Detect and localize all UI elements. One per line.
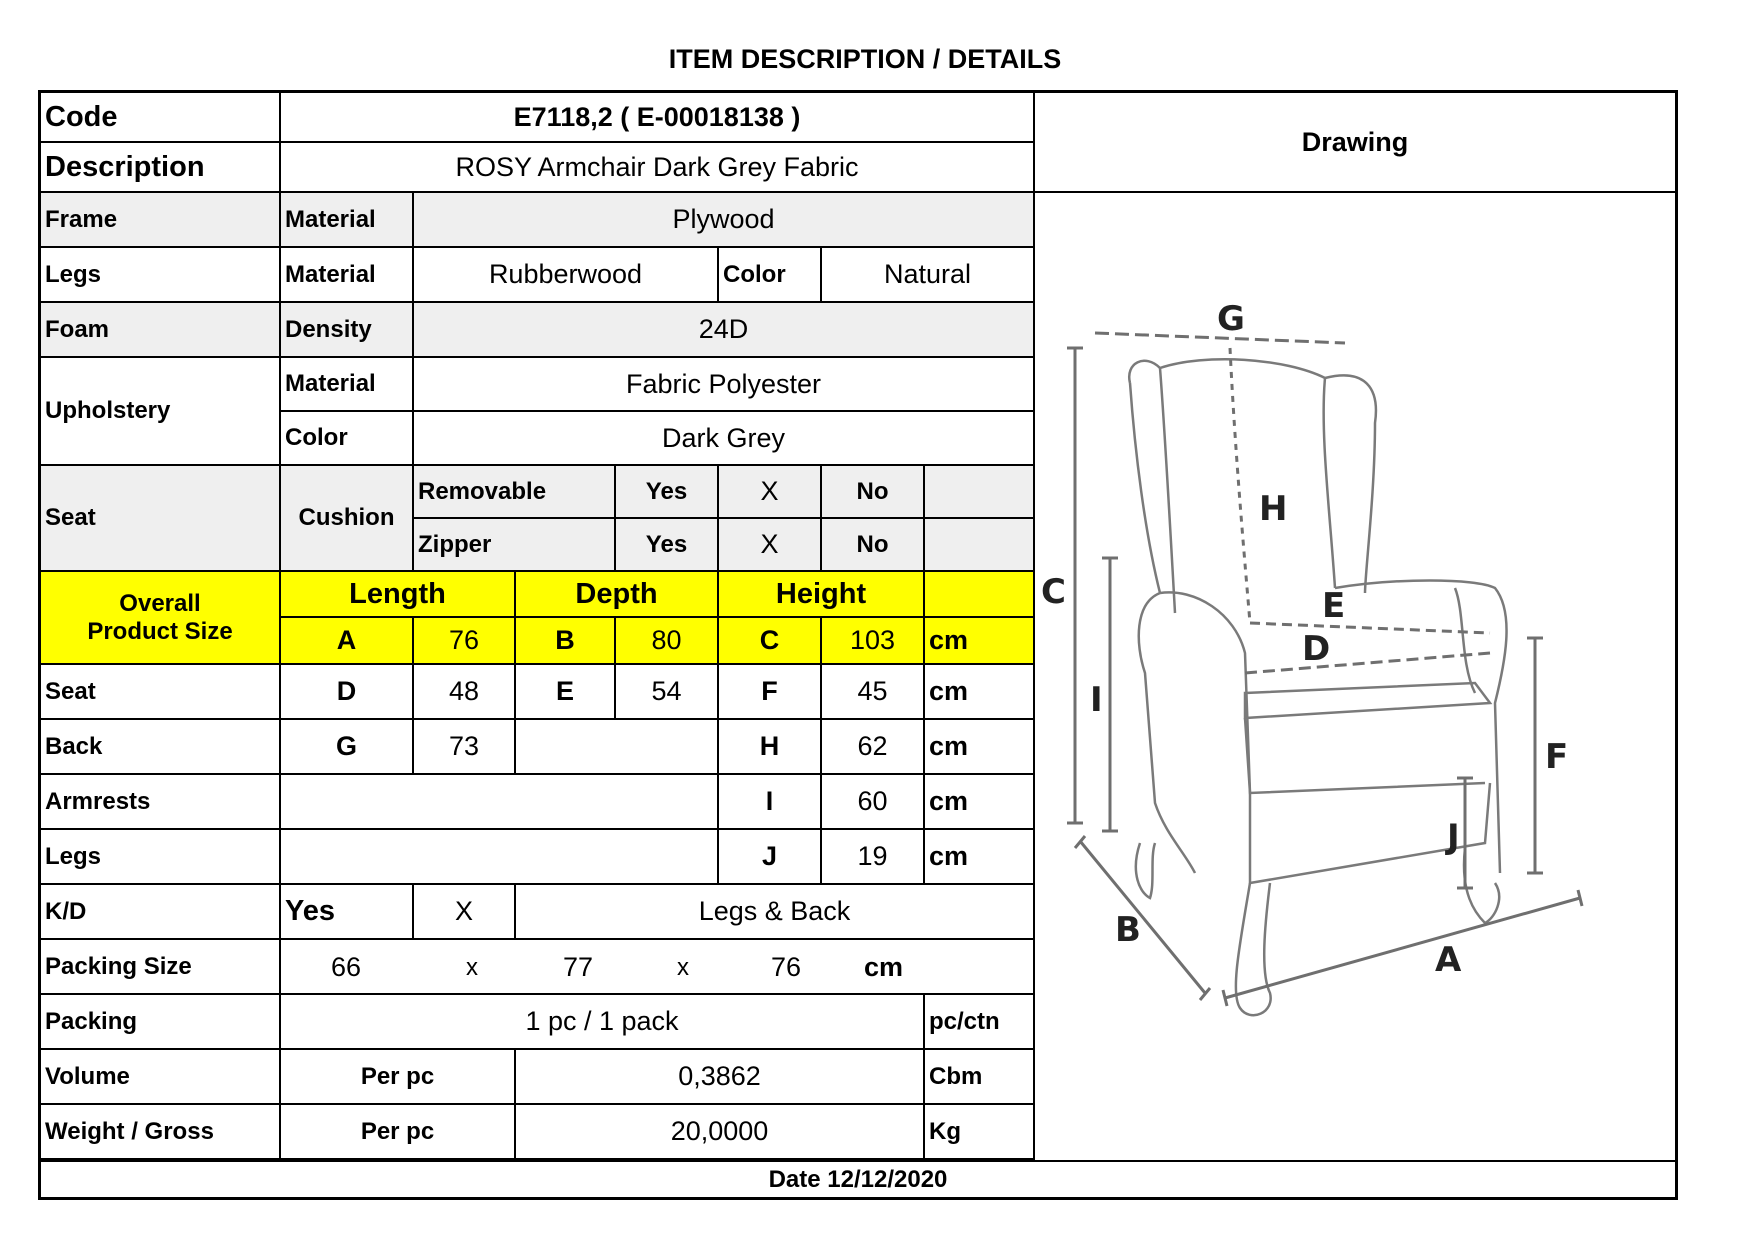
c-letter: C	[719, 618, 822, 665]
kd-yes: Yes	[281, 885, 414, 940]
packing-height: 76	[771, 952, 802, 982]
packing-unit: cm	[864, 952, 904, 982]
i-value: 60	[822, 775, 925, 830]
dim-g: G	[1217, 299, 1245, 339]
upholstery-material-value: Fabric Polyester	[414, 358, 1035, 412]
f-value: 45	[822, 665, 925, 720]
legs-dims-label: Legs	[41, 830, 281, 885]
e-value: 54	[616, 665, 719, 720]
overall-unit: cm	[925, 618, 1035, 665]
upholstery-color-label: Color	[281, 412, 414, 466]
packing-x1: x	[466, 954, 478, 981]
dimension-letters	[1041, 299, 1568, 980]
legs-sub: Material	[281, 248, 414, 303]
zipper-no: No	[822, 519, 925, 572]
e-letter: E	[516, 665, 616, 720]
foam-label: Foam	[41, 303, 281, 358]
dim-j: J	[1447, 817, 1460, 857]
drawing-title: Drawing	[1035, 93, 1675, 193]
kd-mark: X	[414, 885, 516, 940]
weight-value: 20,0000	[516, 1105, 925, 1160]
overall-label: Overall Product Size	[41, 572, 281, 665]
removable-yes: Yes	[616, 466, 719, 519]
dim-h: H	[1259, 489, 1288, 529]
code-label: Code	[41, 93, 281, 143]
dim-f: F	[1545, 737, 1569, 777]
description-value: ROSY Armchair Dark Grey Fabric	[281, 143, 1035, 193]
foam-value: 24D	[414, 303, 1035, 358]
depth-header: Depth	[516, 572, 719, 618]
f-letter: F	[719, 665, 822, 720]
a-value: 76	[414, 618, 516, 665]
armchair-drawing	[1035, 193, 1675, 1160]
code-value: E7118,2 ( E-00018138 )	[281, 93, 1035, 143]
armrests-empty	[281, 775, 719, 830]
length-header: Length	[281, 572, 516, 618]
removable-label: Removable	[414, 466, 616, 519]
frame-sub: Material	[281, 193, 414, 248]
back-dims-label: Back	[41, 720, 281, 775]
seat-dims-unit: cm	[925, 665, 1035, 720]
packing-unit-label: pc/ctn	[925, 995, 1035, 1050]
legs-material: Rubberwood	[414, 248, 719, 303]
b-value: 80	[616, 618, 719, 665]
i-letter: I	[719, 775, 822, 830]
g-value: 73	[414, 720, 516, 775]
overall-header-extra	[925, 572, 1035, 618]
drawing-area	[1035, 193, 1675, 1160]
foam-sub: Density	[281, 303, 414, 358]
packing-x2: x	[677, 954, 689, 981]
armrests-label: Armrests	[41, 775, 281, 830]
legs-dims-unit: cm	[925, 830, 1035, 885]
volume-label: Volume	[41, 1050, 281, 1105]
kd-value: Legs & Back	[516, 885, 1035, 940]
zipper-mark: X	[719, 519, 822, 572]
page-title: ITEM DESCRIPTION / DETAILS	[668, 44, 1062, 74]
packing-value: 1 pc / 1 pack	[281, 995, 925, 1050]
h-value: 62	[822, 720, 925, 775]
dim-i: I	[1090, 680, 1103, 720]
d-letter: D	[281, 665, 414, 720]
dim-e: E	[1322, 586, 1346, 626]
frame-label: Frame	[41, 193, 281, 248]
volume-value: 0,3862	[516, 1050, 925, 1105]
armchair-outline	[1129, 359, 1506, 1015]
d-value: 48	[414, 665, 516, 720]
seat-dims-label: Seat	[41, 665, 281, 720]
packing-width: 66	[331, 952, 362, 982]
upholstery-material-label: Material	[281, 358, 414, 412]
spec-sheet	[38, 90, 1678, 1200]
dim-a: A	[1435, 940, 1462, 980]
weight-unit: Kg	[925, 1105, 1035, 1160]
h-letter: H	[719, 720, 822, 775]
height-header: Height	[719, 572, 925, 618]
legs-label: Legs	[41, 248, 281, 303]
upholstery-color-value: Dark Grey	[414, 412, 1035, 466]
dim-d: D	[1302, 629, 1331, 669]
removable-mark: X	[719, 466, 822, 519]
legs-color-label: Color	[719, 248, 822, 303]
date-footer: Date 12/12/2020	[41, 1160, 1675, 1198]
volume-unit: Cbm	[925, 1050, 1035, 1105]
description-label: Description	[41, 143, 281, 193]
b-letter: B	[516, 618, 616, 665]
dim-c: C	[1041, 572, 1066, 612]
kd-label: K/D	[41, 885, 281, 940]
dim-b: B	[1115, 910, 1141, 950]
zipper-yes: Yes	[616, 519, 719, 572]
cushion-label: Cushion	[281, 466, 414, 572]
zipper-extra	[925, 519, 1035, 572]
back-empty	[516, 720, 719, 775]
a-letter: A	[281, 618, 414, 665]
weight-label: Weight / Gross	[41, 1105, 281, 1160]
j-value: 19	[822, 830, 925, 885]
armrests-unit: cm	[925, 775, 1035, 830]
seat-label: Seat	[41, 466, 281, 572]
upholstery-label: Upholstery	[41, 358, 281, 466]
volume-per: Per pc	[281, 1050, 516, 1105]
frame-value: Plywood	[414, 193, 1035, 248]
legs-dims-empty	[281, 830, 719, 885]
packing-label: Packing	[41, 995, 281, 1050]
g-letter: G	[281, 720, 414, 775]
packing-size-label: Packing Size	[41, 940, 281, 995]
back-dims-unit: cm	[925, 720, 1035, 775]
removable-no: No	[822, 466, 925, 519]
packing-depth: 77	[563, 952, 594, 982]
legs-color-value: Natural	[822, 248, 1035, 303]
weight-per: Per pc	[281, 1105, 516, 1160]
zipper-label: Zipper	[414, 519, 616, 572]
c-value: 103	[822, 618, 925, 665]
packing-size-row	[281, 940, 1035, 995]
removable-extra	[925, 466, 1035, 519]
j-letter: J	[719, 830, 822, 885]
